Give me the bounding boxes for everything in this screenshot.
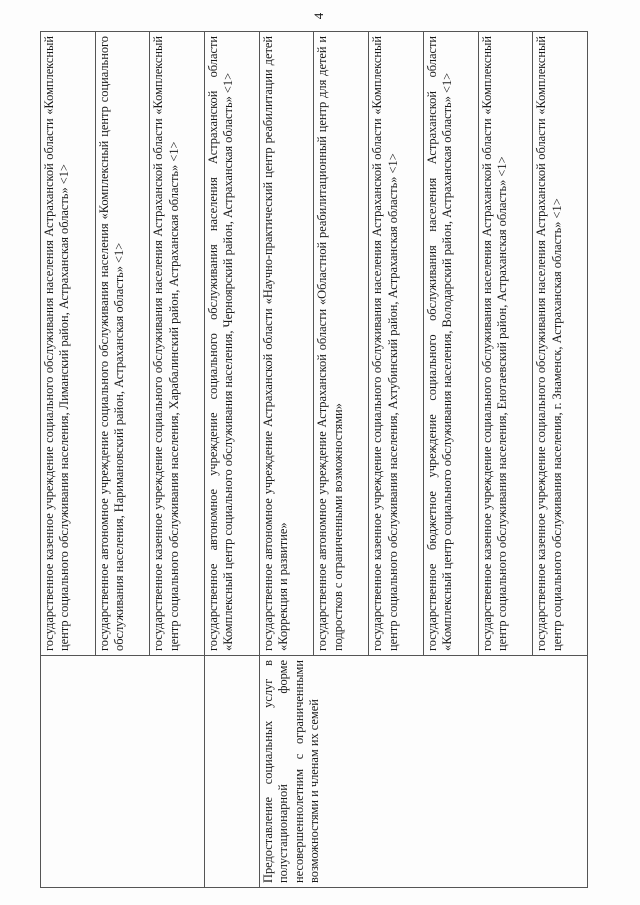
org-cell [150,32,205,656]
org-text: государственное автономное учреждение Астраханской области «Научно-практический центр реабилитации детей «Коррекция и развитие» [260,36,291,651]
table-row [259,32,314,888]
org-text: государственное казенное учреждение социального обслуживания населения Астраханской области «Комплексный центр социального обслуживания населения, Харабалинский район, Астраханская область» <1> [151,36,181,651]
org-cell [423,32,478,656]
org-text: государственное казенное учреждение социального обслуживания населения Астраханской области «Комплексный центр социального обслуживания населения, Лиманский район, Астраханская область» <1> [42,36,72,651]
service-text: Предоставление социальных услуг в полустационарной форме несовершеннолетним с ограниченными возможностями и членам их семей [260,660,321,883]
org-text: государственное казенное учреждение социального обслуживания населения Астраханской области «Комплексный центр социального обслуживания населения, г. Знаменск, Астраханская область» <1> [534,36,564,651]
org-text: государственное автономное учреждение социального обслуживания населения Астраханской области «Комплексный центр социального обслуживания населения, Черноярский район, Астраханская область» <1> [206,36,236,651]
service-cell-continued [150,656,205,888]
service-cell [259,656,587,888]
services-table [40,31,588,888]
org-cell [533,32,588,656]
org-text: государственное казенное учреждение социального обслуживания населения Астраханской области «Комплексный центр социального обслуживания населения, Ахтубинский район, Астраханская область» <1> [370,36,400,651]
table-row [41,32,96,888]
table-row [205,32,260,888]
org-cell [41,32,96,656]
table-row [150,32,205,888]
org-cell [314,32,369,656]
service-cell-continued [41,656,96,888]
table-row [95,32,150,888]
rotated-table-frame [40,32,588,888]
org-cell [205,32,260,656]
org-cell [95,32,150,656]
org-cell [259,32,314,656]
service-cell-continued [205,656,260,888]
org-cell [478,32,533,656]
service-cell-continued [95,656,150,888]
org-cell [369,32,424,656]
org-text: государственное казенное учреждение социального обслуживания населения Астраханской области «Комплексный центр социального обслуживания населения, Енотаевский район, Астраханская область» <1> [479,36,509,651]
org-text: государственное автономное учреждение Астраханской области «Областной реабилитационный центр для детей и подростков с ограниченными возможностями» [315,36,345,651]
org-text: государственное бюджетное учреждение социального обслуживания населения Астраханской области «Комплексный центр социального обслуживания населения, Володарский район, Астраханская область» <1> [424,36,455,651]
org-text: государственное автономное учреждение социального обслуживания населения «Комплексный центр социального обслуживания населения, Наримановский район, Астраханская область» <1> [96,36,127,651]
page-number: 4 [311,12,326,20]
